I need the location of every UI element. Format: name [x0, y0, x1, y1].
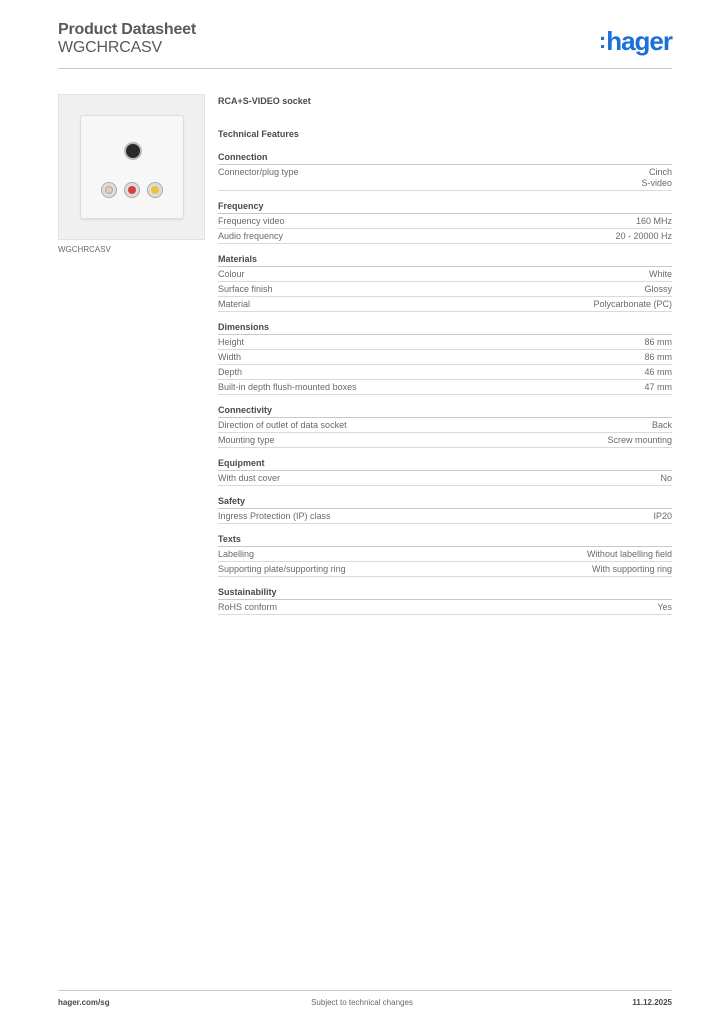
- section-title: Connectivity: [218, 405, 672, 418]
- section-title: Safety: [218, 496, 672, 509]
- feature-value: 47 mm: [644, 382, 672, 392]
- section-title: Dimensions: [218, 322, 672, 335]
- feature-label: RoHS conform: [218, 602, 278, 612]
- feature-value: Polycarbonate (PC): [593, 299, 672, 309]
- feature-label: Mounting type: [218, 435, 275, 445]
- feature-row: [218, 214, 672, 229]
- feature-label: Height: [218, 337, 245, 347]
- section-materials: [218, 254, 672, 312]
- logo-dots: :: [598, 28, 606, 53]
- feature-label: Built-in depth flush-mounted boxes: [218, 382, 357, 392]
- feature-row: [218, 297, 672, 312]
- feature-row: [218, 600, 672, 615]
- section-sustainability: [218, 587, 672, 615]
- feature-label: With dust cover: [218, 473, 281, 483]
- feature-row: [218, 471, 672, 486]
- socket-plate: [80, 115, 184, 219]
- feature-value: 86 mm: [644, 352, 672, 362]
- feature-row: [218, 350, 672, 365]
- technical-features-heading: Technical Features: [218, 129, 299, 139]
- product-code: WGCHRCASV: [58, 39, 162, 56]
- hager-logo: [599, 26, 672, 57]
- feature-value: Yes: [657, 602, 672, 612]
- feature-row: [218, 547, 672, 562]
- feature-label: Frequency video: [218, 216, 285, 226]
- feature-value: Screw mounting: [607, 435, 672, 445]
- feature-value: 20 - 20000 Hz: [615, 231, 672, 241]
- section-safety: [218, 496, 672, 524]
- footer-divider: [58, 990, 672, 991]
- section-frequency: [218, 201, 672, 244]
- feature-row: [218, 335, 672, 350]
- feature-value: Cinch S-video: [641, 167, 672, 188]
- feature-label: Connector/plug type: [218, 167, 299, 177]
- logo-text: hager: [606, 26, 672, 56]
- feature-label: Depth: [218, 367, 243, 377]
- feature-row: [218, 165, 672, 191]
- footer-notice: Subject to technical changes: [311, 998, 413, 1007]
- rca-red-socket-icon: [124, 182, 140, 198]
- rca-yellow-socket-icon: [147, 182, 163, 198]
- feature-label: Direction of outlet of data socket: [218, 420, 347, 430]
- feature-label: Width: [218, 352, 242, 362]
- feature-value: Back: [651, 420, 672, 430]
- feature-row: [218, 380, 672, 395]
- feature-value: Without labelling field: [586, 549, 672, 559]
- section-title: Equipment: [218, 458, 672, 471]
- section-title: Texts: [218, 534, 672, 547]
- feature-label: Surface finish: [218, 284, 273, 294]
- feature-row: [218, 229, 672, 244]
- feature-value: White: [648, 269, 672, 279]
- feature-label: Ingress Protection (IP) class: [218, 511, 331, 521]
- feature-value: No: [660, 473, 672, 483]
- feature-label: Material: [218, 299, 251, 309]
- feature-label: Colour: [218, 269, 245, 279]
- section-title: Frequency: [218, 201, 672, 214]
- page-title: Product Datasheet: [58, 21, 196, 38]
- feature-row: [218, 267, 672, 282]
- technical-content: [218, 96, 672, 625]
- section-title: Connection: [218, 152, 672, 165]
- feature-label: Labelling: [218, 549, 255, 559]
- section-connectivity: [218, 405, 672, 448]
- image-caption: WGCHRCASV: [58, 245, 111, 254]
- product-image: [58, 94, 205, 240]
- product-name: RCA+S-VIDEO socket: [218, 96, 311, 106]
- feature-row: [218, 509, 672, 524]
- feature-label: Supporting plate/supporting ring: [218, 564, 346, 574]
- feature-label: Audio frequency: [218, 231, 284, 241]
- section-title: Sustainability: [218, 587, 672, 600]
- feature-row: [218, 433, 672, 448]
- feature-value: 46 mm: [644, 367, 672, 377]
- feature-sections: [218, 152, 672, 615]
- feature-value: 86 mm: [644, 337, 672, 347]
- section-texts: [218, 534, 672, 577]
- feature-value: With supporting ring: [591, 564, 672, 574]
- feature-value: IP20: [653, 511, 672, 521]
- feature-value: Glossy: [644, 284, 672, 294]
- feature-row: [218, 365, 672, 380]
- section-title: Materials: [218, 254, 672, 267]
- feature-row: [218, 282, 672, 297]
- header-divider: [58, 68, 672, 69]
- feature-row: [218, 418, 672, 433]
- feature-row: [218, 562, 672, 577]
- section-equipment: [218, 458, 672, 486]
- feature-value: 160 MHz: [635, 216, 672, 226]
- section-dimensions: [218, 322, 672, 395]
- footer-website: hager.com/sg: [58, 998, 110, 1007]
- rca-white-socket-icon: [101, 182, 117, 198]
- section-connection: [218, 152, 672, 191]
- footer-date: 11.12.2025: [632, 998, 672, 1007]
- s-video-socket-icon: [124, 142, 142, 160]
